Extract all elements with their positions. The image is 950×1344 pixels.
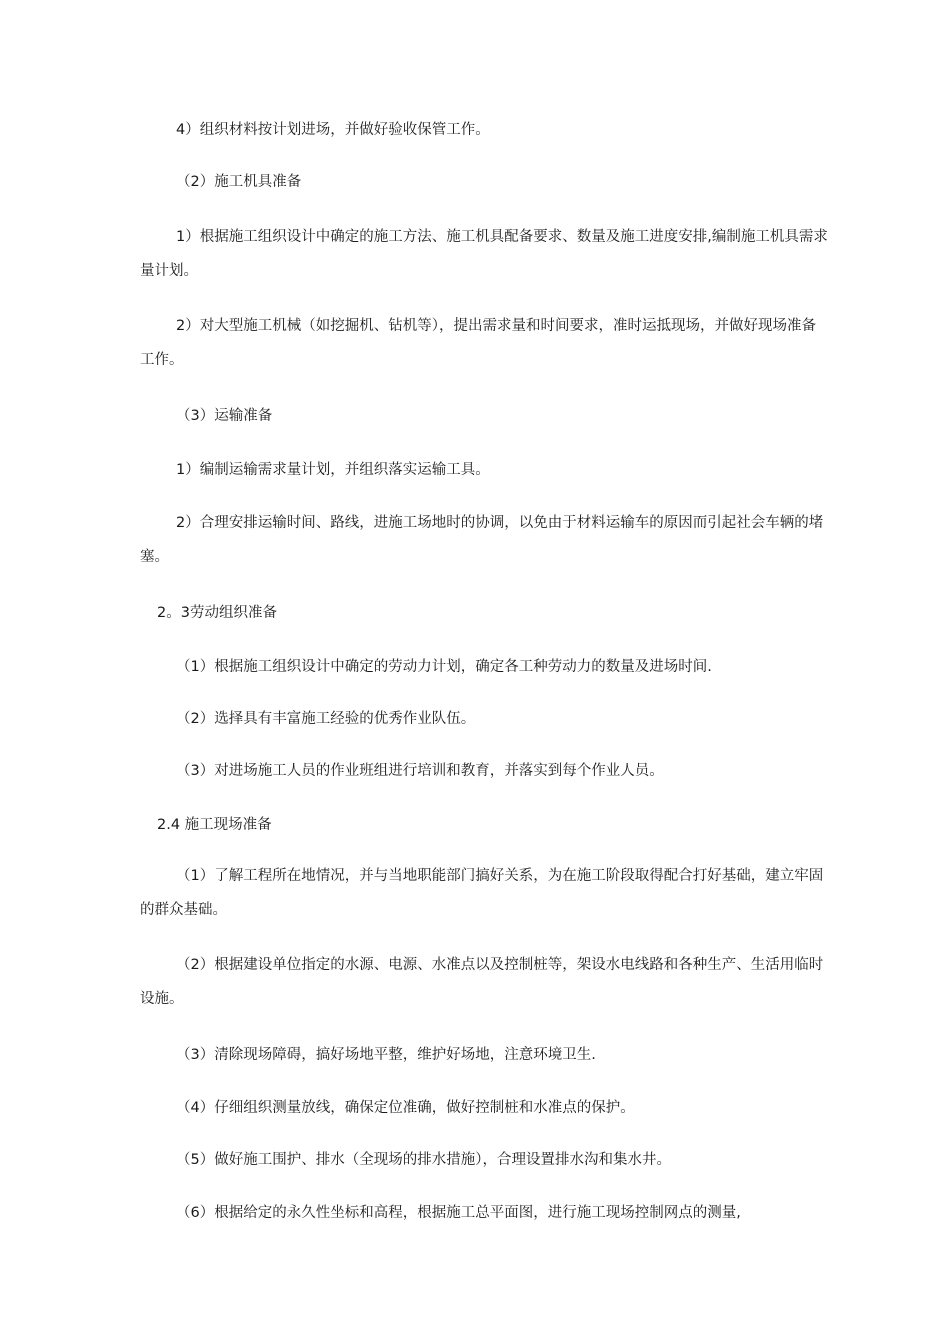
heading-labor-prep: 2。3劳动组织准备 bbox=[157, 605, 277, 621]
paragraph-control-network: （6）根据给定的永久性坐标和高程，根据施工总平面图，进行施工现场控制网点的测量, bbox=[176, 1205, 741, 1221]
paragraph-utilities: （2）根据建设单位指定的水源、电源、水准点以及控制桩等，架设水电线路和各种生产、生活用临时设施。 bbox=[140, 957, 824, 1007]
paragraph-material-entry: 4）组织材料按计划进场，并做好验收保管工作。 bbox=[176, 122, 490, 138]
paragraph-machinery-plan: 1）根据施工组织设计中确定的施工方法、施工机具配备要求、数量及施工进度安排,编制施工机具需求量计划。 bbox=[140, 229, 828, 279]
paragraph-labor-plan: （1）根据施工组织设计中确定的劳动力计划，确定各工种劳动力的数量及进场时间. bbox=[176, 659, 712, 675]
paragraph-transport-schedule: 2）合理安排运输时间、路线，进施工场地时的协调，以免由于材料运输车的原因而引起社会车辆的堵塞。 bbox=[140, 515, 824, 565]
paragraph-survey: （4）仔细组织测量放线，确保定位准确，做好控制桩和水准点的保护。 bbox=[176, 1100, 635, 1116]
paragraph-local-relations: （1）了解工程所在地情况，并与当地职能部门搞好关系，为在施工阶段取得配合打好基础，建立牢固的群众基础。 bbox=[140, 868, 824, 918]
heading-transport-prep: （3）运输准备 bbox=[176, 408, 273, 424]
paragraph-large-machinery: 2）对大型施工机械（如挖掘机、钻机等），提出需求量和时间要求，准时运抵现场，并做好现场准备工作。 bbox=[140, 318, 816, 368]
paragraph-training: （3）对进场施工人员的作业班组进行培训和教育，并落实到每个作业人员。 bbox=[176, 763, 664, 779]
heading-site-prep: 2.4 施工现场准备 bbox=[157, 817, 272, 833]
paragraph-transport-plan: 1）编制运输需求量计划，并组织落实运输工具。 bbox=[176, 462, 490, 478]
heading-machinery-prep: （2）施工机具准备 bbox=[176, 174, 302, 190]
paragraph-clear-site: （3）清除现场障碍，搞好场地平整，维护好场地，注意环境卫生. bbox=[176, 1047, 596, 1063]
paragraph-drainage: （5）做好施工围护、排水（全现场的排水措施），合理设置排水沟和集水井。 bbox=[176, 1152, 671, 1168]
paragraph-select-teams: （2）选择具有丰富施工经验的优秀作业队伍。 bbox=[176, 711, 476, 727]
